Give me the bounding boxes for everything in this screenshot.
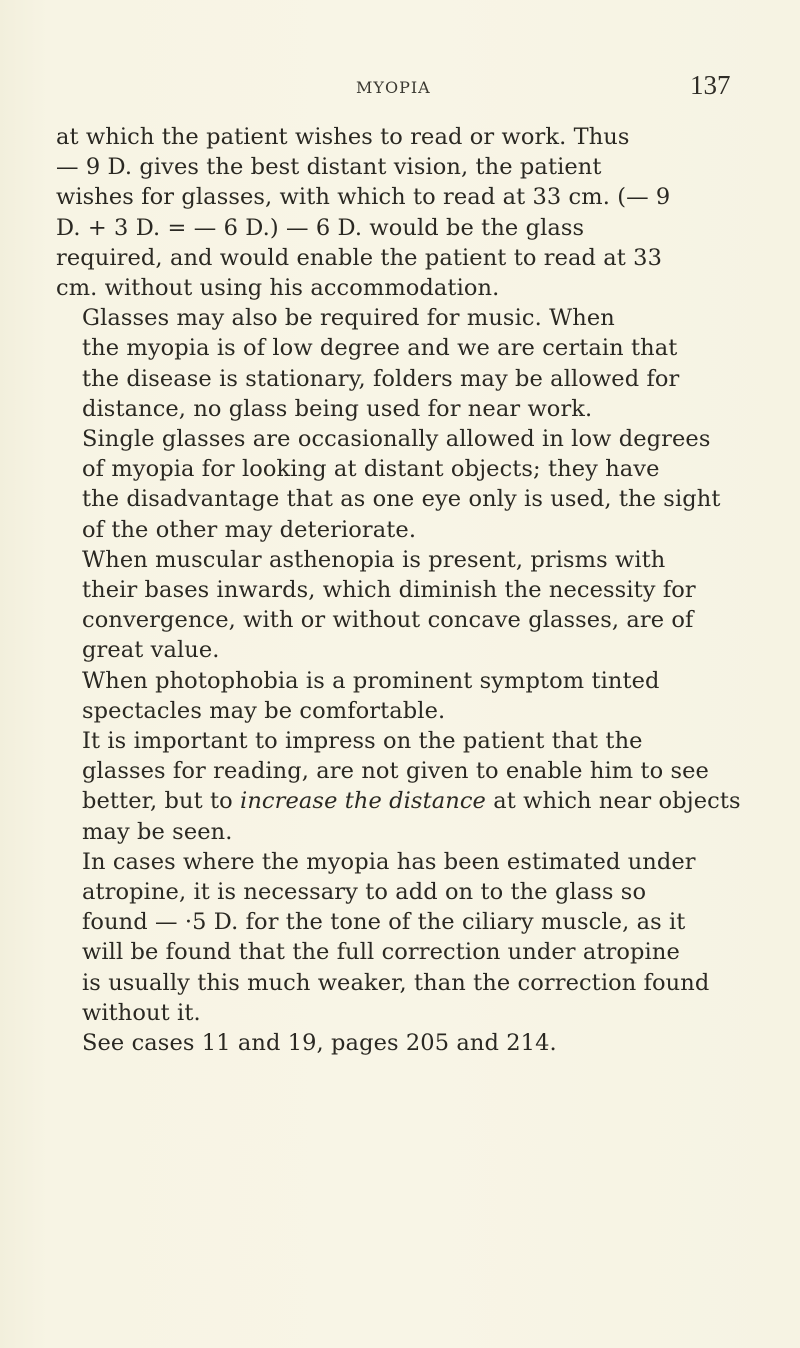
text-line: When photophobia is a prominent symptom tinted — [82, 667, 660, 694]
text-line: without it. — [82, 999, 201, 1026]
text-line: atropine, it is necessary to add on to the glass so — [82, 879, 647, 906]
text-line: great value. — [82, 637, 220, 664]
paragraph-reading-glasses — [56, 726, 740, 847]
text-line: spectacles may be comfortable. — [82, 697, 446, 724]
text-line: required, and would enable the patient to read at 33 — [56, 244, 663, 271]
text-line: convergence, with or without concave glasses, are of — [82, 607, 694, 634]
text-line: — 9 D. gives the best distant vision, the patient — [56, 154, 602, 181]
paragraph-single-glasses — [56, 424, 740, 545]
paragraph-atropine — [56, 847, 740, 1028]
text-line: will be found that the full correction under atropine — [82, 939, 680, 966]
text-line: cm. without using his accommodation. — [56, 275, 500, 302]
text-line: of the other may deteriorate. — [82, 516, 417, 543]
text-line: of myopia for looking at distant objects; they have — [82, 456, 660, 483]
paragraph-photophobia — [56, 666, 740, 726]
text-line: D. + 3 D. = — 6 D.) — 6 D. would be the glass — [56, 214, 585, 241]
text-line: their bases inwards, which diminish the necessity for — [82, 577, 696, 604]
text-line: When muscular asthenopia is present, prisms with — [82, 546, 666, 573]
text-line: may be seen. — [82, 818, 233, 845]
text-line: at which the patient wishes to read or work. Thus — [56, 124, 630, 150]
text-line: In cases where the myopia has been estimated under — [82, 848, 696, 875]
page-number: 137 — [690, 70, 731, 100]
paragraph-asthenopia — [56, 545, 740, 666]
paragraph-glasses-for-reading — [56, 122, 740, 303]
text-line — [56, 786, 740, 816]
text-line: glasses for reading, are not given to enable him to see — [82, 758, 709, 785]
paragraph-see-cases — [56, 1028, 740, 1058]
text-line: distance, no glass being used for near work. — [82, 395, 593, 422]
text-line: Single glasses are occasionally allowed in low degrees — [82, 426, 711, 453]
text-line: It is important to impress on the patient that the — [82, 728, 643, 755]
text-line: Glasses may also be required for music. When — [82, 305, 615, 332]
text-line: found — ·5 D. for the tone of the ciliary muscle, as it — [82, 909, 686, 936]
text-line: the myopia is of low degree and we are certain that — [82, 335, 678, 362]
paragraph-music-glasses — [56, 303, 740, 424]
text-line: wishes for glasses, with which to read at 33 cm. (— 9 — [56, 184, 671, 211]
running-head — [0, 70, 800, 112]
text-run: at which near objects — [485, 788, 741, 815]
text-line: the disadvantage that as one eye only is used, the sight — [82, 486, 721, 513]
body-text — [56, 122, 740, 1058]
emphasized-text: increase the distance — [240, 788, 486, 815]
text-line: the disease is stationary, folders may be allowed for — [82, 365, 680, 392]
text-line: is usually this much weaker, than the correction found — [82, 969, 710, 996]
text-run: better, but to — [82, 788, 241, 815]
text-line: See cases 11 and 19, pages 205 and 214. — [82, 1030, 557, 1057]
running-title: MYOPIA — [356, 78, 431, 97]
